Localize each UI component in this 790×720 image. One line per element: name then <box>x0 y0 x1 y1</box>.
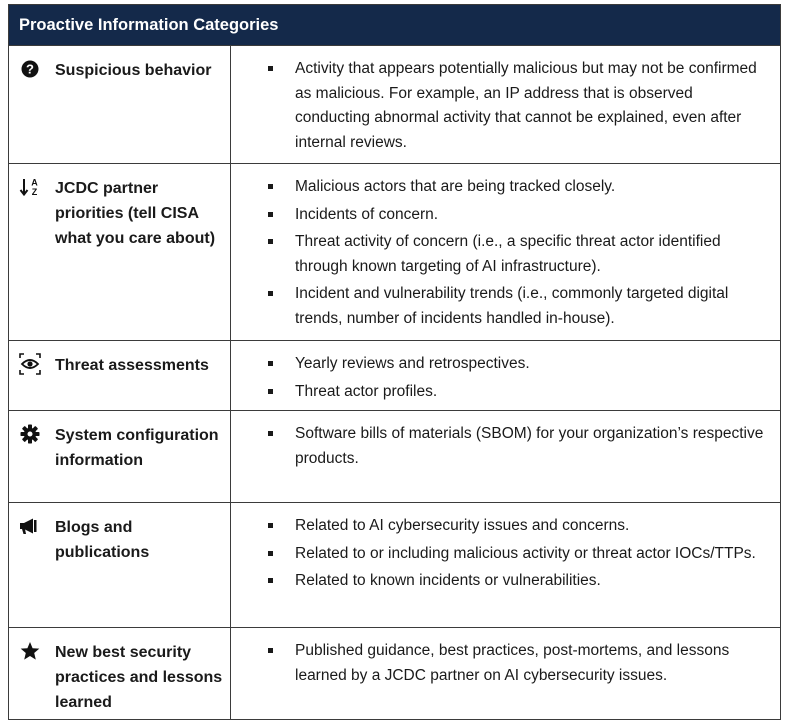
category-label: Threat assessments <box>55 357 209 374</box>
list-item: Related to known incidents or vulnerabilities. <box>231 569 770 594</box>
megaphone-icon <box>19 515 41 537</box>
category-label: Blogs and publications <box>55 519 150 561</box>
list-item: Software bills of materials (SBOM) for your organization’s respective products. <box>231 422 770 471</box>
gear-icon <box>19 423 41 445</box>
proactive-info-table <box>8 4 781 720</box>
list-item: Malicious actors that are being tracked closely. <box>231 175 770 200</box>
star-icon <box>19 640 41 662</box>
details-cell <box>231 46 780 163</box>
list-item: Related to AI cybersecurity issues and concerns. <box>231 514 770 539</box>
list-item: Activity that appears potentially malicious but may not be confirmed as malicious. For example, an IP address that is observed conducting abnormal activity that cannot be explained, even after internal reviews. <box>231 57 770 155</box>
details-cell <box>231 503 780 627</box>
details-cell <box>231 411 780 502</box>
category-cell <box>9 341 231 410</box>
table-row <box>9 45 780 163</box>
table-row <box>9 502 780 627</box>
details-cell <box>231 628 780 719</box>
category-label: System configuration information <box>55 427 219 469</box>
details-cell <box>231 164 780 340</box>
category-label: JCDC partner priorities (tell CISA what you care about) <box>55 180 216 247</box>
category-label: Suspicious behavior <box>55 62 212 79</box>
table-row <box>9 163 780 340</box>
svg-text:A: A <box>31 177 38 188</box>
table-row <box>9 627 780 719</box>
table-header: Proactive Information Categories <box>9 5 780 45</box>
list-item: Published guidance, best practices, post-mortems, and lessons learned by a JCDC partner on AI cybersecurity issues. <box>231 639 770 688</box>
list-item: Yearly reviews and retrospectives. <box>231 352 770 377</box>
category-cell <box>9 628 231 719</box>
table-row <box>9 410 780 502</box>
table-row <box>9 340 780 410</box>
list-item: Incident and vulnerability trends (i.e., commonly targeted digital trends, number of incidents handled in-house). <box>231 282 770 331</box>
sort-priority-icon <box>19 176 41 198</box>
category-cell <box>9 46 231 163</box>
list-item: Threat activity of concern (i.e., a specific threat actor identified through known targeting of AI infrastructure). <box>231 230 770 279</box>
list-item: Related to or including malicious activity or threat actor IOCs/TTPs. <box>231 542 770 567</box>
category-cell <box>9 411 231 502</box>
list-item: Threat actor profiles. <box>231 380 770 405</box>
category-label: New best security practices and lessons learned <box>55 644 223 711</box>
category-cell <box>9 164 231 340</box>
eye-scan-icon <box>19 353 41 375</box>
question-circle-icon <box>19 58 41 80</box>
svg-text:?: ? <box>26 61 34 77</box>
svg-text:Z: Z <box>31 187 38 197</box>
list-item: Incidents of concern. <box>231 203 770 228</box>
category-cell <box>9 503 231 627</box>
details-cell <box>231 341 780 410</box>
